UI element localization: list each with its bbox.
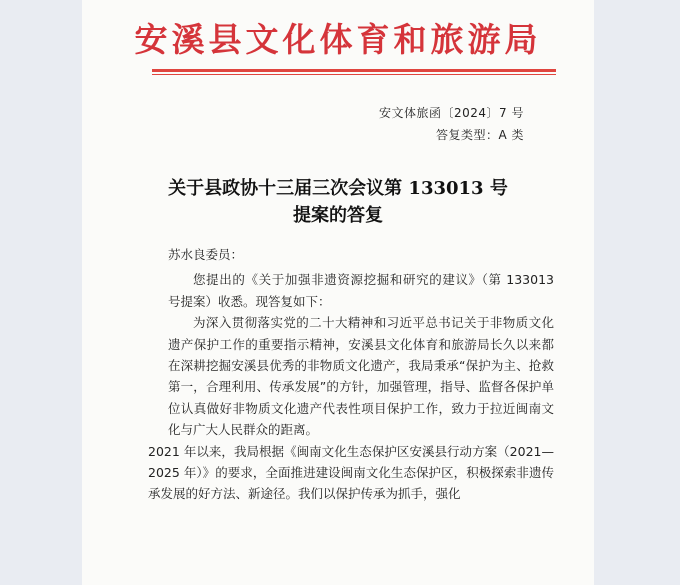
document-number: 安文体旅函〔2024〕7 号: [379, 106, 524, 120]
document-title-line1: 关于县政协十三届三次会议第 133013 号: [168, 178, 508, 199]
paragraph-1: 您提出的《关于加强非遗资源挖掘和研究的建议》（第 133013 号提案）收悉。现答复如下：: [168, 272, 554, 309]
letterhead-title: 安溪县文化体育和旅游局: [134, 20, 542, 59]
salutation: 苏水良委员：: [168, 247, 244, 262]
letterhead-divider-thick: [152, 69, 556, 72]
reply-type: 答复类型：A 类: [435, 128, 524, 142]
document-title-line2: 提案的答复: [293, 205, 383, 226]
paragraph-3: 2021 年以来，我局根据《闽南文化生态保护区安溪县行动方案（2021—2025 年）》的要求，全面推进建设闽南文化生态保护区，积极探索非遗传承发展的好方法、新途径。我们以保护传承为抓手，强化: [148, 443, 554, 502]
letterhead-divider-thin: [152, 74, 556, 75]
paragraph-2: 为深入贯彻落实党的二十大精神和习近平总书记关于非物质文化遗产保护工作的重要指示精神，安溪县文化体育和旅游局长久以来都在深耕挖掘安溪县优秀的非物质文化遗产，我局秉承“保护为主、抢救第一，合理利用、传承发展”的方针，加强管理，指导、监督各保护单位认真做好非物质文化遗产代表性项目保护工作，致力于拉近闽南文化与广大人民群众的距离。: [168, 315, 554, 438]
document-page: [82, 0, 594, 585]
document-body: [148, 244, 554, 505]
